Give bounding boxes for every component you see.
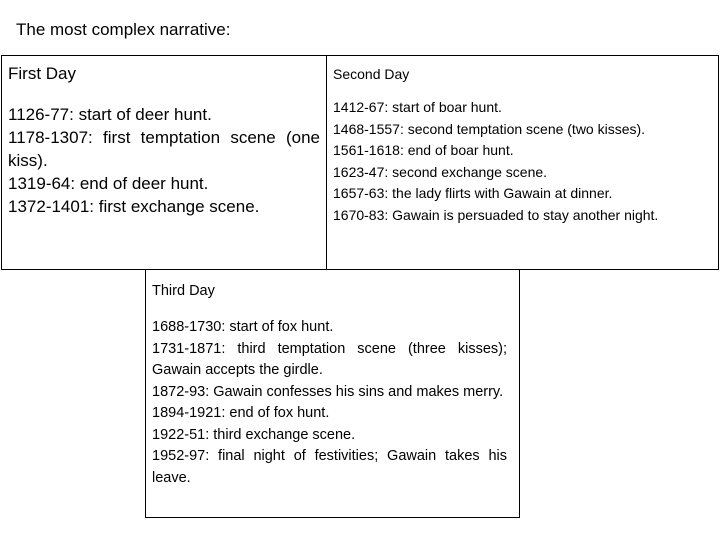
third-day-entry: 1952-97: final night of festivities; Gawain takes his leave. [152, 448, 507, 486]
first-day-entry: 1126-77: start of deer hunt. [8, 105, 212, 124]
third-day-entry: 1894-1921: end of fox hunt. [152, 405, 330, 421]
third-day-entry: 1872-93: Gawain confesses his sins and makes merry. [152, 383, 504, 400]
page-title: The most complex narrative: [16, 20, 231, 39]
second-day-heading: Second Day [333, 66, 410, 82]
second-day-box [326, 55, 719, 270]
third-day-heading: Third Day [152, 283, 215, 299]
third-day-entry: 1731-1871: third temptation scene (three kisses); Gawain accepts the girdle. [152, 340, 507, 378]
second-day-entry: 1623-47: second exchange scene. [333, 163, 548, 180]
third-day-entry: 1688-1730: start of fox hunt. [152, 319, 334, 335]
first-day-box [1, 55, 327, 270]
third-day-box [145, 269, 520, 518]
second-day-entry: 1412-67: start of boar hunt. [333, 99, 502, 115]
first-day-entries [8, 103, 320, 218]
second-day-entries [333, 97, 711, 226]
second-day-entry: 1657-63: the lady flirts with Gawain at dinner. [333, 185, 613, 201]
first-day-heading: First Day [8, 64, 76, 83]
first-day-entry: 1372-1401: first exchange scene. [8, 197, 260, 216]
second-day-entry: 1468-1557: second temptation scene (two kisses). [333, 120, 646, 137]
first-day-entry: 1178-1307: first temptation scene (one kiss). [8, 128, 320, 170]
third-day-entries [152, 317, 507, 489]
second-day-entry: 1670-83: Gawain is persuaded to stay another night. [333, 206, 659, 223]
first-day-entry: 1319-64: end of deer hunt. [8, 174, 209, 193]
third-day-entry: 1922-51: third exchange scene. [152, 426, 356, 443]
second-day-entry: 1561-1618: end of boar hunt. [333, 142, 514, 158]
